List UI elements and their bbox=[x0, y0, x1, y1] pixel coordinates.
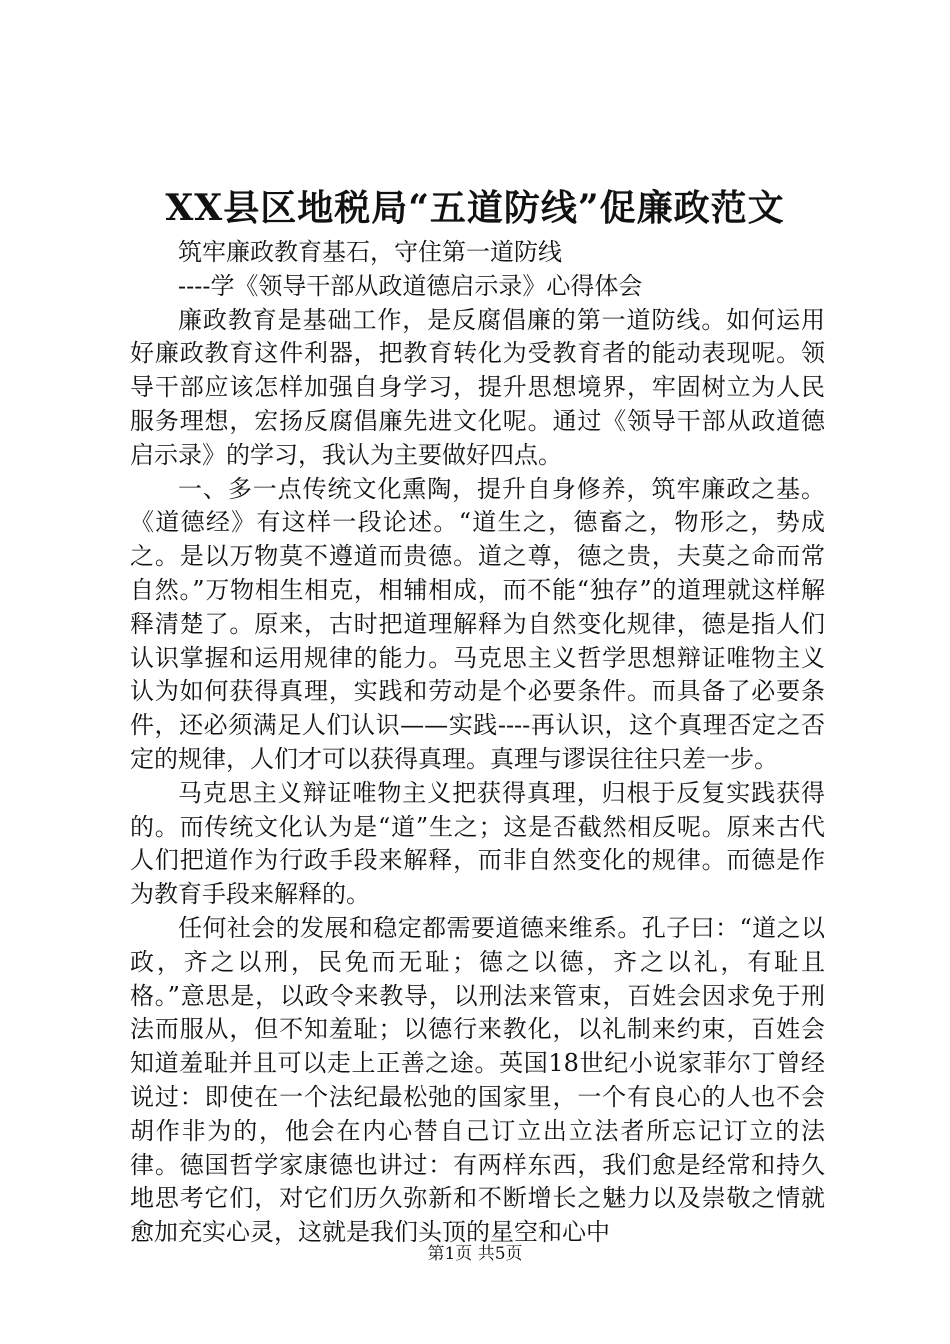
subtitle-source-line: ----学《领导干部从政道德启示录》心得体会 bbox=[178, 271, 643, 300]
document-body bbox=[130, 236, 825, 1250]
body-paragraph-morality: 任何社会的发展和稳定都需要道德来维系。孔子曰：“道之以政，齐之以刑，民免而无耻；德之以德，齐之以礼，有耻且格。”意思是，以政令来教导，以刑法来管束，百姓会因求免于刑法而服从，但不知羞耻；以德行来教化，以礼制来约束，百姓会知道羞耻并且可以走上正善之途。英国18世纪小说家菲尔丁曾经说过：即使在一个法纪最松弛的国家里，一个有良心的人也不会胡作非为的，他会在内心替自己订立出立法者所忘记订立的法律。德国哲学家康德也讲过：有两样东西，我们愈是经常和持久地思考它们，对它们历久弥新和不断增长之魅力以及崇敬之情就愈加充实心灵，这就是我们头顶的星空和心中 bbox=[130, 913, 825, 1247]
document-title: XX县区地税局“五道防线”促廉政范文 bbox=[165, 187, 785, 229]
body-paragraph-point-one: 一、多一点传统文化熏陶，提升自身修养，筑牢廉政之基。《道德经》有这样一段论述。“道生之，德畜之，物形之，势成之。是以万物莫不遵道而贵德。道之尊，德之贵，夫莫之命而常自然。”万物相生相克，相辅相成，而不能“独存”的道理就这样解释清楚了。原来，古时把道理解释为自然变化规律，德是指人们认识掌握和运用规律的能力。马克思主义哲学思想辩证唯物主义认为如何获得真理，实践和劳动是个必要条件。而具备了必要条件，还必须满足人们认识——实践----再认识，这个真理否定之否定的规律，人们才可以获得真理。真理与谬误往往只差一步。 bbox=[130, 474, 825, 773]
body-paragraph-marxism: 马克思主义辩证唯物主义把获得真理，归根于反复实践获得的。而传统文化认为是“道”生之；这是否截然相反呢。原来古代人们把道作为行政手段来解释，而非自然变化的规律。而德是作为教育手段来解释的。 bbox=[130, 778, 825, 909]
page-number-footer: 第1页 共5页 bbox=[427, 1244, 523, 1264]
body-paragraph-intro: 廉政教育是基础工作，是反腐倡廉的第一道防线。如何运用好廉政教育这件利器，把教育转化为受教育者的能动表现呢。领导干部应该怎样加强自身学习，提升思想境界，牢固树立为人民服务理想，宏扬反腐倡廉先进文化呢。通过《领导干部从政道德启示录》的学习，我认为主要做好四点。 bbox=[130, 305, 825, 469]
subtitle-line: 筑牢廉政教育基石，守住第一道防线 bbox=[178, 238, 562, 266]
